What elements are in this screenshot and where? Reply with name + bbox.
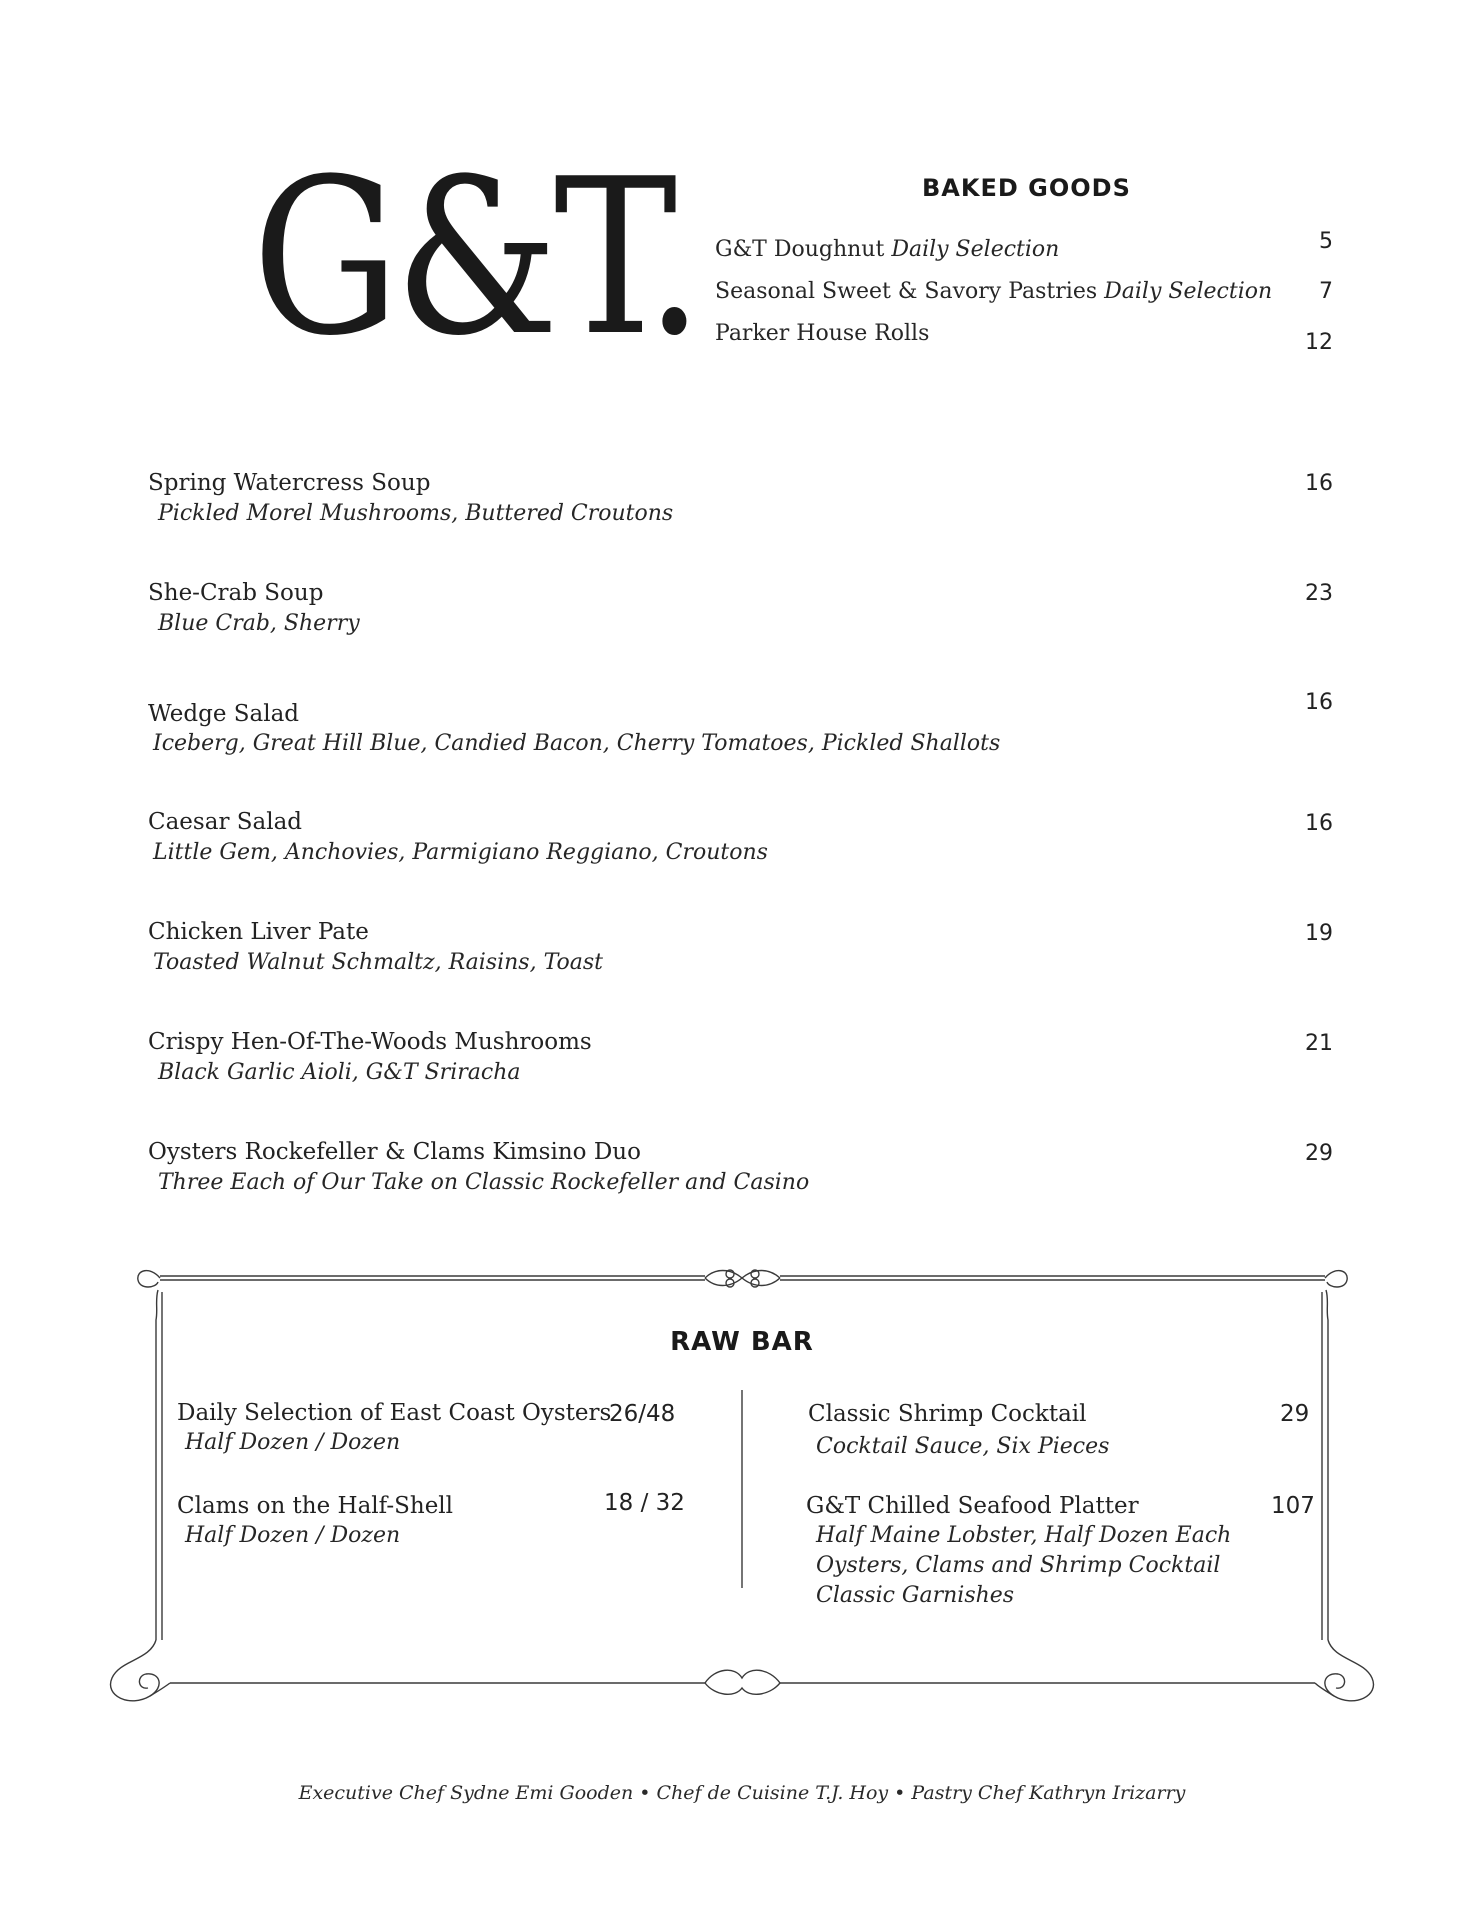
raw-item-desc: Cocktail Sauce, Six Pieces	[816, 1434, 1110, 1459]
baked-item-price: 5	[1319, 229, 1333, 254]
menu-item-name: Chicken Liver Pate	[148, 919, 369, 945]
menu-item-price: 21	[1305, 1031, 1333, 1056]
menu-item-desc: Little Gem, Anchovies, Parmigiano Reggiano, Croutons	[153, 840, 768, 865]
raw-item-desc: Half Dozen / Dozen	[185, 1523, 401, 1548]
raw-item-price: 18 / 32	[604, 1490, 685, 1516]
scroll-bottom-left-tail	[150, 1683, 170, 1696]
ornament-bottom-center	[705, 1683, 780, 1694]
ornament-bottom-center	[705, 1670, 780, 1683]
chef-credits-footer: Executive Chef Sydne Emi Gooden • Chef de Cuisine T.J. Hoy • Pastry Chef Kathryn Irizarry	[298, 1782, 1186, 1804]
raw-item-price: 107	[1271, 1493, 1315, 1519]
menu-item-desc: Blue Crab, Sherry	[158, 611, 360, 636]
restaurant-logo: G&T.	[252, 132, 699, 383]
raw-item-name: Daily Selection of East Coast Oysters	[177, 1400, 612, 1426]
scroll-top-right	[1325, 1271, 1347, 1287]
raw-item-desc-line: Classic Garnishes	[816, 1583, 1015, 1608]
raw-item-desc-line: Oysters, Clams and Shrimp Cocktail	[816, 1553, 1221, 1578]
ornament-loop	[751, 1279, 759, 1287]
baked-item-name: Parker House Rolls	[715, 321, 930, 346]
baked-item-note: Daily Selection	[891, 237, 1060, 262]
raw-bar-title: RAW BAR	[670, 1327, 814, 1357]
scroll-bottom-left	[111, 1640, 160, 1701]
raw-item-name: G&T Chilled Seafood Platter	[806, 1493, 1139, 1519]
baked-item-name: G&T Doughnut	[715, 237, 885, 262]
menu-item-price: 29	[1305, 1141, 1333, 1166]
menu-item-desc: Iceberg, Great Hill Blue, Candied Bacon, Cherry Tomatoes, Pickled Shallots	[153, 731, 1001, 756]
menu-item-price: 23	[1305, 581, 1333, 606]
menu-item-price: 19	[1305, 921, 1333, 946]
baked-goods-title: BAKED GOODS	[922, 174, 1131, 202]
baked-item-price: 7	[1319, 279, 1333, 304]
menu-item-name: She-Crab Soup	[148, 580, 324, 606]
menu-item-price: 16	[1305, 471, 1333, 496]
raw-item-name: Classic Shrimp Cocktail	[808, 1401, 1087, 1427]
baked-item-price: 12	[1305, 330, 1333, 355]
scroll-bottom-right	[1325, 1640, 1374, 1701]
scroll-top-left	[138, 1271, 160, 1287]
raw-item-price: 29	[1280, 1401, 1310, 1427]
menu-item-name: Oysters Rockefeller & Clams Kimsino Duo	[148, 1139, 641, 1165]
raw-item-desc-line: Half Maine Lobster, Half Dozen Each	[816, 1523, 1232, 1548]
menu-item-desc: Three Each of Our Take on Classic Rockefeller and Casino	[158, 1170, 810, 1195]
raw-item-price: 26/48	[609, 1401, 676, 1427]
raw-item-desc: Half Dozen / Dozen	[185, 1430, 401, 1455]
menu-item-name: Wedge Salad	[148, 701, 300, 727]
menu-item-name: Crispy Hen-Of-The-Woods Mushrooms	[148, 1029, 592, 1055]
menu-item-desc: Black Garlic Aioli, G&T Sriracha	[158, 1060, 521, 1085]
baked-item-name: Seasonal Sweet & Savory Pastries	[715, 279, 1098, 304]
menu-item-name: Spring Watercress Soup	[148, 470, 431, 496]
menu-item-name: Caesar Salad	[148, 809, 303, 835]
menu-item-desc: Pickled Morel Mushrooms, Buttered Croutons	[158, 501, 674, 526]
raw-item-name: Clams on the Half-Shell	[177, 1493, 454, 1519]
baked-item-note: Daily Selection	[1104, 279, 1273, 304]
menu-item-price: 16	[1305, 811, 1333, 836]
raw-item-desc	[816, 1521, 1231, 1611]
ornament-top-center	[705, 1271, 780, 1286]
menu-item-price: 16	[1305, 690, 1333, 715]
menu-item-desc: Toasted Walnut Schmaltz, Raisins, Toast	[153, 950, 604, 975]
